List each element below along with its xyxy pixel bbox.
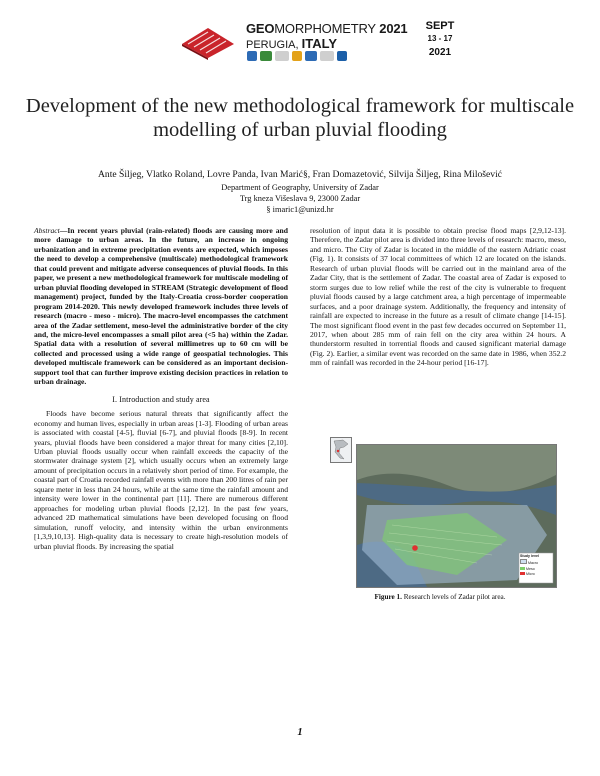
conference-header: [0, 0, 600, 80]
left-column: [34, 226, 288, 551]
sponsor-logo: [292, 51, 302, 61]
paper-title: Development of the new methodological framework for multiscale modelling of urban pluvial flooding: [25, 95, 575, 141]
caption-label: Figure 1.: [374, 593, 402, 601]
abstract-text: —In recent years pluvial (rain-related) floods are causing more and more damage to urban areas. In the future, an increase in ongoing urbanization and in extreme precipitation events are expected, which imposes the need to develop a comprehensive (multiscale) methodological framework that could prevent and mitigate adverse consequences of pluvial floods. In this paper, we present a new methodological framework for multiscale modeling of urban pluvial flooding developed in STREAM (Strategic development of flood management) project, funded by the Italy-Croatia cross-border cooperation program 2014-2020. This newly developed framework includes three levels of research (macro - meso - micro). The macro-level encompasses the catchment area of the Zadar settlement, meso-level the administrative border of the city and, the micro-level encompasses a small pilot area (<5 ha) within the Zadar. Spatial data with a resolution of several millimetres up to 60 cm will be collected and processed using a wide range of geospatial technologies. This developed multiscale framework can be considered as an important decision-support tool that can further improve existing decision practices in relation to urban drainage.: [34, 226, 288, 387]
affiliation-email: § imaric1@unizd.hr: [266, 205, 334, 214]
legend-swatch: [520, 567, 525, 570]
sponsor-logo: [247, 51, 257, 61]
logo-geo: GEO: [246, 21, 275, 36]
legend-item-meso: Meso: [520, 567, 554, 572]
logo-title: [246, 21, 407, 36]
author-list: Ante Šiljeg, Vlatko Roland, Lovre Panda, Ivan Marić§, Fran Domazetović, Silvija Šiljeg, Rina Milošević: [97, 169, 503, 180]
affiliation-address: Trg kneza Višeslava 9, 23000 Zadar: [239, 194, 361, 203]
affiliation-department: Department of Geography, University of Zadar: [221, 183, 379, 192]
logo-city: PERUGIA,: [246, 39, 299, 51]
legend-swatch: [520, 559, 527, 564]
logo-location: [246, 36, 337, 51]
caption-text: Research levels of Zadar pilot area.: [403, 593, 506, 601]
legend-swatch: [520, 572, 525, 575]
legend-item-micro: Micro: [520, 572, 554, 577]
sponsor-logo: [337, 51, 347, 61]
zadar-map-figure: [356, 444, 557, 588]
sponsor-logo: [275, 51, 289, 61]
date-days: 13 - 17: [427, 34, 453, 43]
legend-title: Study level: [520, 554, 539, 558]
map-legend: [520, 554, 554, 577]
page-number: 1: [297, 727, 303, 738]
legend-item-macro: Macro: [520, 559, 554, 566]
logo-country: ITALY: [301, 36, 338, 51]
right-column: [310, 226, 566, 368]
intro-paragraph: Floods have become serious natural threats that significantly affect the economy and human lives, especially in urban areas [1-3]. Flooding of urban areas is associated with coastal [4-5], fluvial [6-7], and pluvial floods [8-9]. In recent years, pluvial floods have been considered a major threat for many cities [2,10]. Urban pluvial floods usually occur when rainfall exceeds the capacity of the stormwater drainage system [2], which usually occurs when an extremely large amount of precipitation occurs in a relatively short period of time. For example, the coastal part of Croatia recorded rainfall events with more than 200 litres of rain per square meter in less than 24 hours, while at the same time the rainfall amount and intensity were lower in the continental part [11]. There are numerous different approaches for modeling urban pluvial floods [2,12]. In the past few years, advanced 2D mathematical simulations have been developed focusing on flood simulation, runoff velocity, and intensity within the urban environments [1,3,9,10,13]. High-quality data is necessary to create high-resolution models of urban pluvial floods. By increasing the spatial: [34, 409, 288, 551]
section-heading: I. Introduction and study area: [112, 394, 210, 404]
sponsor-logo: [320, 51, 334, 61]
date-month: SEPT: [425, 20, 455, 32]
sponsor-logo: [305, 51, 317, 61]
figure-caption: [300, 593, 580, 601]
logo-morph: MORPHOMETRY: [274, 21, 376, 36]
conference-date: [418, 20, 462, 58]
date-year: 2021: [428, 47, 452, 58]
sponsor-logo: [260, 51, 272, 61]
sponsor-logos: [247, 51, 357, 63]
croatia-inset-map: [330, 437, 352, 463]
abstract: [34, 226, 288, 387]
intro-paragraph-continued: resolution of input data it is possible to obtain precise flood maps [2,9,12-13]. Therefore, the Zadar pilot area is divided into three levels of research: macro, meso, and micro. The City of Zadar is located in the middle of the eastern Adriatic coast (Fig. 1). It consists of 37 local committees of which 12 are located on the islands. Research of urban pluvial floods will be carried out in the mainland area of the Zadar City, that is the settlement of Zadar. The coastal area of Zadar is exposed to storm surges due to low relief while the rest of the city is vulnerable to frequent pluvial floods caused by a large catchment area, a high percentage of impermeable surfaces, and a poor drainage system. Additionally, the frequency and intensity of rainfall are expected to increase in the future as a result of climate change [14-15]. The most significant flood event in the past few decades occurred on September 11, 2017, when about 285 mm of rain fell on the city area within 24 hours. A thunderstorm resulted in torrential floods and caused significant material damage (Fig. 2). Earlier, a similar event was recorded on the same date in 1986, when 352.2 mm of rainfall was recorded in the 24-hour period [16-17].: [310, 226, 566, 368]
abstract-lead: Abstract: [34, 226, 60, 235]
logo-year: 2021: [379, 21, 408, 36]
conference-logo: [178, 22, 238, 60]
